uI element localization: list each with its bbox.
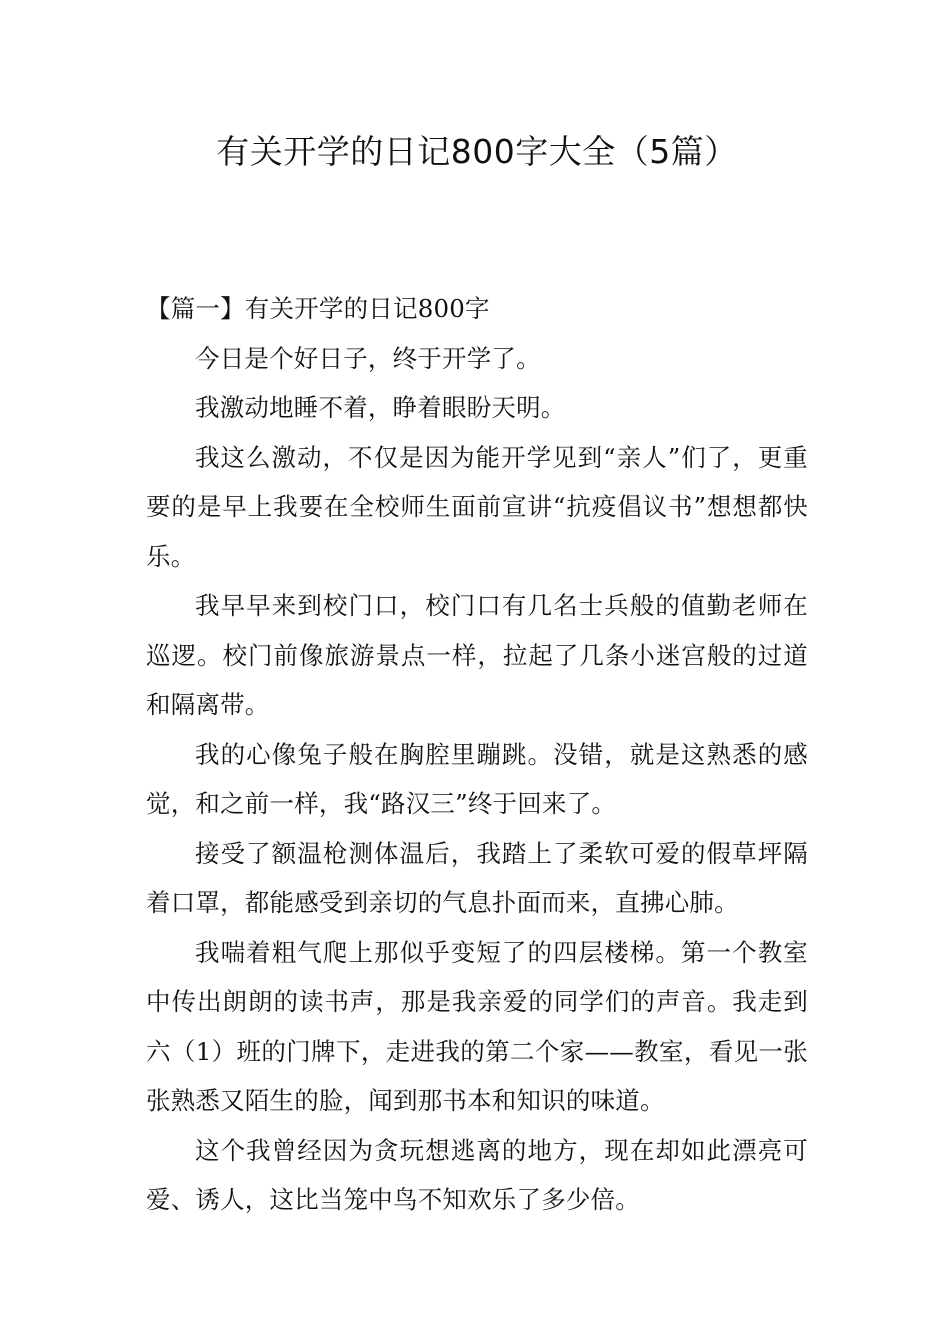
paragraph: 我激动地睡不着，睁着眼盼天明。 [195,393,566,422]
paragraph: 接受了额温枪测体温后，我踏上了柔软可爱的假草坪隔着口罩，都能感受到亲切的气息扑面而来，直拂心肺。 [146,838,808,917]
paragraph: 今日是个好日子，终于开学了。 [195,343,541,373]
paragraph: 我早早来到校门口，校门口有几名士兵般的值勤老师在巡逻。校门前像旅游景点一样，拉起了几条小迷宫般的过道和隔离带。 [146,591,808,719]
paragraph: 这个我曾经因为贪玩想逃离的地方，现在却如此漂亮可爱、诱人，这比当笼中鸟不知欢乐了多少倍。 [146,1135,808,1214]
paragraph: 我这么激动，不仅是因为能开学见到“亲人”们了，更重要的是早上我要在全校师生面前宣讲“抗疫倡议书”想想都快乐。 [146,442,808,571]
paragraph: 我喘着粗气爬上那似乎变短了的四层楼梯。第一个教室中传出朗朗的读书声，那是我亲爱的同学们的声音。我走到六（1）班的门牌下，走进我的第二个家——教室，看见一张张熟悉又陌生的脸，闻到那书本和知识的味道。 [146,937,808,1115]
document-title: 有关开学的日记800字大全（5篇） [216,132,738,171]
section-heading: 【篇一】有关开学的日记800字 [146,294,490,323]
document-body [146,284,808,1225]
paragraph: 我的心像兔子般在胸腔里蹦跳。没错，就是这熟悉的感觉，和之前一样，我“路汉三”终于回来了。 [146,739,808,818]
